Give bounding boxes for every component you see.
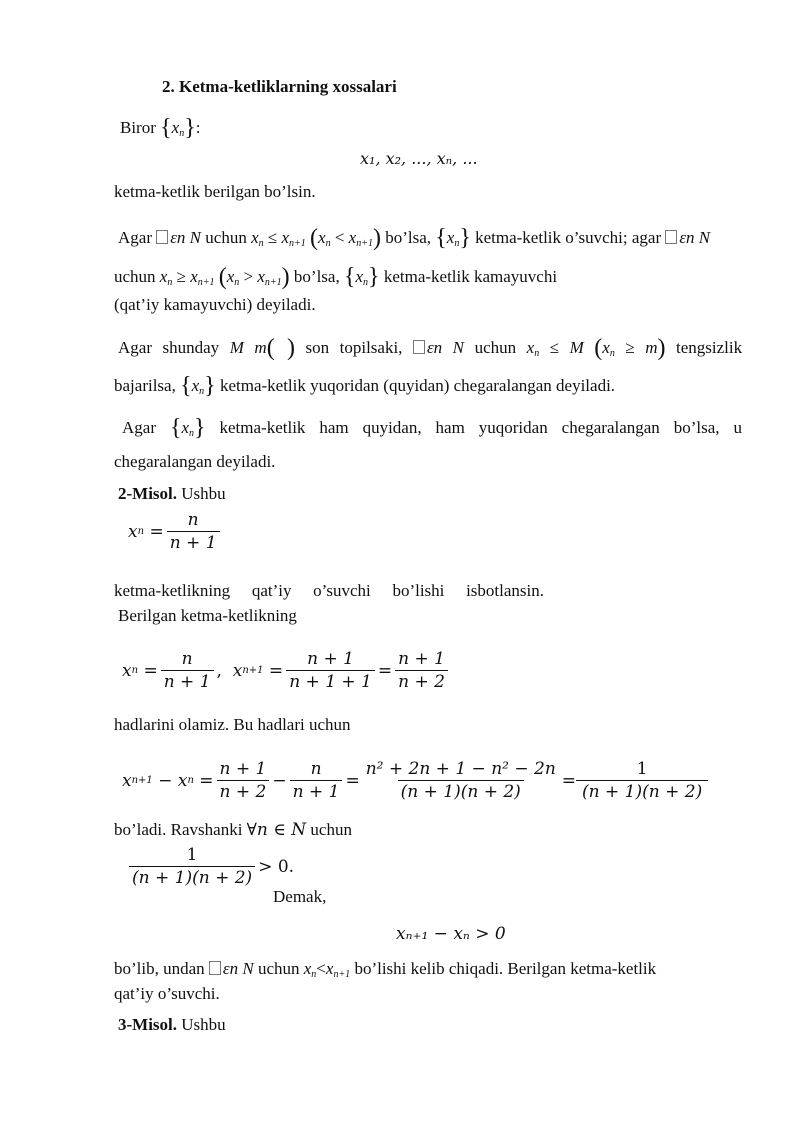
frac-den: n + 1: [290, 780, 343, 803]
gt-sign: >: [243, 267, 254, 286]
monotone-line-2: uchun $x_n \ge x_{n+1}$ $(x_n > x_{n+1})$ bo’lsa, $\{x_n\}$ ketma-ketlik kamayuvchi: [114, 264, 558, 290]
bounded-son: son topilsaki,: [305, 338, 403, 357]
bounded-m: m: [254, 338, 267, 357]
bounded-M: M: [229, 338, 244, 357]
frac-num: n² + 2n + 1 − n² − 2n: [365, 759, 556, 779]
frac-num: n: [310, 759, 322, 779]
intro-line: [120, 116, 200, 145]
monotone-bolsa1: bo’lsa,: [385, 228, 431, 247]
bounded-uchun: uchun: [474, 338, 517, 357]
right-brace: }: [184, 115, 196, 141]
conclusion-a: bo’lib, undan: [114, 959, 205, 978]
x-symbol: x: [171, 118, 180, 137]
both-text: ketma-ketlik ham quyidan, ham yuqoridan chegaralangan bo’lsa, u: [219, 418, 742, 437]
monotone-increasing: ketma-ketlik o’suvchi; agar: [475, 228, 662, 247]
section-heading: 2. Ketma-ketliklarning xossalari: [162, 77, 397, 96]
conclusion-b: uchun: [257, 959, 300, 978]
frac-den: (n + 1)(n + 2): [398, 780, 524, 803]
n-subscript: n: [179, 128, 185, 139]
missing-glyph-box: [209, 961, 221, 975]
monotone-uchun2: uchun: [114, 267, 156, 286]
example2-ushbu: Ushbu: [181, 484, 226, 503]
frac-den: (n + 1)(n + 2): [129, 866, 255, 889]
example3-label: 3-Misol.: [118, 1015, 178, 1034]
bounded-line-1: Agar shunday M m( ) son topilsaki, εn N uchun $x_n \le M$ $(x_n \ge m)$ tengsizlik: [118, 335, 743, 361]
example2-given-terms: Berilgan ketma-ketlikning: [118, 606, 297, 625]
left-brace: {: [160, 115, 172, 141]
example2-demak: Demak,: [273, 887, 327, 906]
example2-prove: ketma-ketlikning qat’iy o’suvchi bo’lishi isbotlansin.: [114, 581, 544, 600]
formula-terms: x n = $\frac{n}{n + 1}$ , x n+1 = $\frac{n + 1}{n + 1 + 1}$ = $\frac{n + 1}{n + 2}$: [122, 648, 451, 693]
frac-num: n + 1: [307, 649, 354, 669]
missing-glyph-box: [156, 230, 168, 244]
frac-den: n + 2: [217, 780, 270, 803]
both-bounded-line-1: Agar $\{x_n\}$ ketma-ketlik ham quyidan, ham yuqoridan chegaralangan bo’lsa, u: [122, 415, 742, 441]
formula-diff-positive: xₙ₊₁ − xₙ > 0: [396, 924, 506, 944]
bounded-agar-shunday: Agar shunday: [118, 338, 220, 357]
frac-num: n: [181, 649, 193, 669]
example3-ushbu: Ushbu: [181, 1015, 226, 1034]
example2-conclusion-d: qat’iy o’suvchi.: [114, 984, 220, 1003]
leq-sign: ≤: [267, 228, 278, 247]
frac-num: n: [187, 510, 199, 530]
formula-positive: [126, 844, 294, 889]
sequence-formula: x₁, x₂, ..., xₙ, ...: [360, 149, 478, 168]
frac-num: 1: [186, 845, 198, 865]
frac-den: n + 2: [395, 670, 448, 693]
frac-num: 1: [636, 759, 648, 779]
lt-sign: <: [334, 228, 345, 247]
frac-den: (n + 1)(n + 2): [576, 780, 708, 803]
monotone-strict: (qat’iy kamayuvchi) deyiladi.: [114, 295, 316, 314]
example2-label: 2-Misol.: [118, 484, 178, 503]
missing-glyph-box: [413, 340, 425, 354]
example2-obvious: bo’ladi. Ravshanki: [114, 820, 243, 839]
forall-n-in-N: ∀n ∈ N: [246, 820, 307, 840]
en-n: εn N: [170, 228, 202, 247]
example2-obvious-line: [114, 819, 352, 841]
monotone-uchun: uchun: [205, 228, 247, 247]
monotone-bolsa2: bo’lsa,: [293, 267, 340, 286]
example2-uchun: uchun: [310, 820, 352, 839]
frac-den: n + 1: [167, 531, 220, 554]
both-agar: Agar: [122, 418, 156, 437]
frac-den: n + 1 + 1: [286, 670, 375, 693]
formula-xn-definition: x n = $\frac{n}{n + 1}$: [128, 509, 223, 554]
formula-difference: x n+1 − x n = $\frac{n + 1}{n + 2}$ − $\frac{n}{n + 1}$ = $\frac{\text{n² + 2n + 1 − n² − 2n}}{(n + 1)(n + 2)}$ = $\frac{1}{(n + 1)(n + 2)}$: [122, 758, 708, 803]
monotone-agar: Agar: [118, 228, 152, 247]
bounded-line-2: bajarilsa, $\{x_n\}$ ketma-ketlik yuqoridan (quyidan) chegaralangan deyiladi.: [114, 373, 616, 399]
frac-num: n + 1: [398, 649, 445, 669]
missing-glyph-box: [665, 230, 677, 244]
monotone-decreasing: ketma-ketlik kamayuvchi: [383, 267, 558, 286]
bounded-bajarilsa: bajarilsa,: [114, 376, 176, 395]
frac-num: n + 1: [219, 759, 267, 779]
intro-given: ketma-ketlik berilgan bo’lsin.: [114, 182, 316, 201]
bounded-result: ketma-ketlik yuqoridan (quyidan) chegaralangan deyiladi.: [219, 376, 616, 395]
en-n: εn N: [679, 228, 711, 247]
frac-den: n + 1: [161, 670, 214, 693]
conclusion-c: bo’lishi kelib chiqadi. Berilgan ketma-ketlik: [354, 959, 657, 978]
both-bounded-result: chegaralangan deyiladi.: [114, 452, 276, 471]
example3-header: [118, 1014, 226, 1036]
bounded-tengsizlik: tengsizlik: [676, 338, 743, 357]
intro-colon: :: [195, 118, 201, 137]
geq-sign: ≥: [176, 267, 186, 286]
monotone-line-1: Agar εn N uchun $x_n \le x_{n+1}$ $(x_n < x_{n+1})$ bo’lsa, $\{x_n\}$ ketma-ketlik o’suvchi; agar εn N: [118, 225, 711, 251]
gt-zero: > 0.: [258, 856, 295, 877]
intro-biror: Biror: [120, 118, 156, 137]
example2-take-terms: hadlarini olamiz. Bu hadlari uchun: [114, 715, 351, 734]
example2-header: [118, 483, 226, 505]
example2-conclusion-line: bo’lib, undan εn N uchun $x_n<x_{n+1}$ bo’lishi kelib chiqadi. Berilgan ketma-ketlik: [114, 959, 657, 980]
